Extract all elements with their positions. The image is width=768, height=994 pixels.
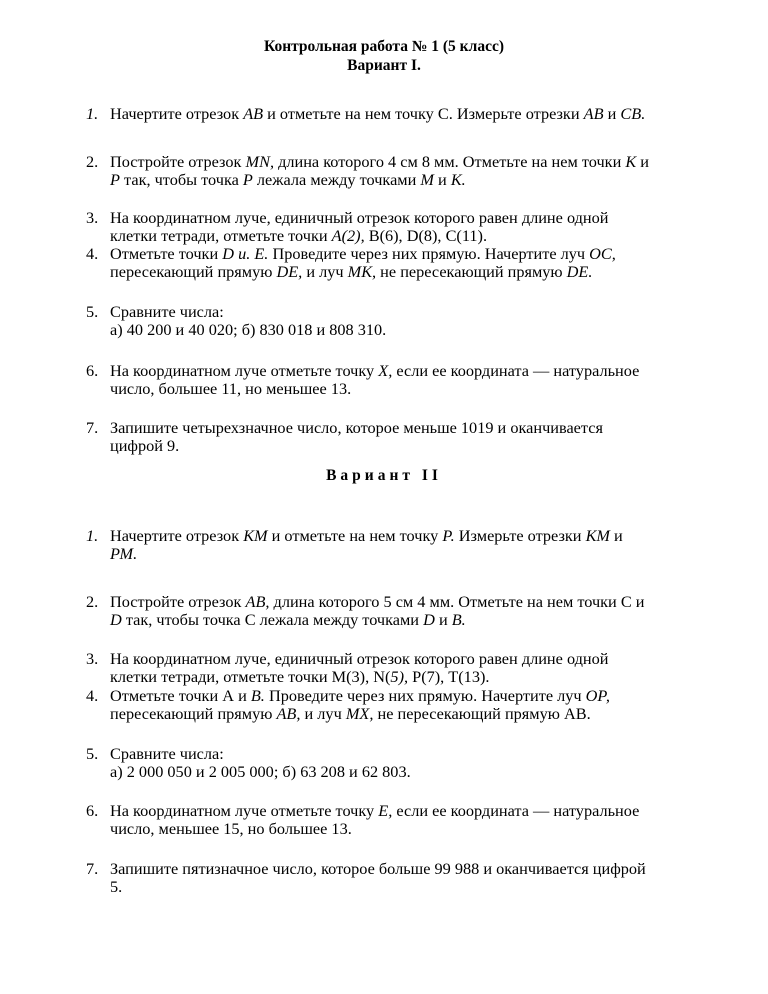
task-item [86, 593, 726, 629]
task-text-line [110, 687, 726, 705]
text-segment: МК, [347, 262, 377, 281]
task-number: 2. [86, 592, 99, 611]
task-text-line [110, 105, 726, 123]
text-segment: если ее координата — натуральное [392, 361, 640, 380]
text-segment: пересекающий прямую [110, 704, 277, 723]
text-segment: а) 2 000 050 и 2 005 000; б) 63 208 и 62 803. [110, 762, 411, 781]
text-segment: число, большее 11, но меньшее 13. [110, 379, 352, 398]
text-segment: ОР, [585, 686, 610, 705]
text-segment: и [603, 104, 621, 123]
text-segment: Р [110, 170, 120, 189]
text-segment: М [420, 170, 434, 189]
task-item [86, 153, 726, 189]
text-segment: К [625, 152, 637, 171]
task-item [86, 245, 726, 281]
text-segment: Е, [378, 801, 393, 820]
text-segment: СВ. [620, 104, 646, 123]
task-text-line [110, 668, 726, 686]
text-segment: если ее координата — натуральное [392, 801, 640, 820]
text-segment: а) 40 200 и 40 020; б) 830 018 и 808 310. [110, 320, 387, 339]
text-segment: и луч [302, 262, 348, 281]
task-text-line [110, 820, 726, 838]
task-text-line [110, 227, 726, 245]
text-segment: и отметьте на нем точку [267, 526, 443, 545]
text-segment: К. [450, 170, 466, 189]
text-segment: DE. [566, 262, 593, 281]
text-segment: Сравните числа: [110, 744, 224, 763]
text-segment: длина которого 4 см 8 мм. Отметьте на нем точки [274, 152, 626, 171]
text-segment: так, чтобы точка [119, 170, 243, 189]
task-item [86, 105, 726, 123]
task-text-line [110, 878, 726, 896]
task-number: 3. [86, 208, 99, 227]
task-item [86, 303, 726, 339]
text-segment: и [434, 610, 452, 629]
text-segment: X, [378, 361, 393, 380]
task-text-line [110, 153, 726, 171]
text-segment: В. [250, 686, 265, 705]
text-segment: Сравните числа: [110, 302, 224, 321]
text-segment: Измерьте отрезки [454, 526, 586, 545]
text-segment: клетки тетради, отметьте точки [110, 226, 332, 245]
text-segment: КМ [243, 526, 268, 545]
task-text-line [110, 802, 726, 820]
text-segment: Р [242, 170, 253, 189]
task-item [86, 745, 726, 781]
text-segment: MN, [245, 152, 275, 171]
task-item [86, 527, 726, 563]
task-number: 4. [86, 686, 99, 705]
text-segment: лежала между точками [252, 170, 421, 189]
task-number: 3. [86, 649, 99, 668]
text-segment: длина которого 5 см 4 мм. Отметьте на нем точки С и [269, 592, 645, 611]
text-segment: так, чтобы точка С лежала между точками [121, 610, 424, 629]
text-segment: КМ [585, 526, 610, 545]
task-number: 2. [86, 152, 99, 171]
text-segment: ОС, [589, 244, 616, 263]
page-title: Контрольная работа № 1 (5 класс) [263, 38, 504, 55]
task-text-line [110, 763, 726, 781]
text-segment: Начертите отрезок [110, 104, 244, 123]
task-text-line [110, 263, 726, 281]
text-segment: 5. [110, 877, 123, 896]
text-segment: B(6), D(8), C(11). [364, 226, 488, 245]
text-segment: На координатном луче, единичный отрезок которого равен длине одной [110, 649, 609, 668]
text-segment: В. [451, 610, 466, 629]
task-number: 4. [86, 244, 99, 263]
task-text-line [110, 321, 726, 339]
text-segment: РМ. [110, 544, 138, 563]
task-text-line [110, 527, 726, 545]
text-segment: Проведите через них прямую. Начертите луч [264, 686, 586, 705]
variant-2-title: Вариант II [326, 467, 442, 484]
task-number: 6. [86, 361, 99, 380]
task-item [86, 419, 726, 455]
text-segment: и отметьте на нем точку С. Измерьте отрезки [263, 104, 584, 123]
variant-1-title: Вариант I. [347, 57, 421, 74]
task-item [86, 362, 726, 398]
text-segment: AB [243, 104, 264, 123]
task-text-line [110, 419, 726, 437]
task-text-line [110, 171, 726, 189]
text-segment: не пересекающий прямую [376, 262, 567, 281]
text-segment: Постройте отрезок [110, 152, 246, 171]
task-text-line [110, 437, 726, 455]
task-number: 7. [86, 418, 99, 437]
text-segment: На координатном луче отметьте точку [110, 361, 379, 380]
task-text-line [110, 380, 726, 398]
text-segment: Постройте отрезок [110, 592, 246, 611]
task-text-line [110, 362, 726, 380]
text-segment: Проведите через них прямую. Начертите луч [268, 244, 590, 263]
text-segment: D и. Е. [222, 244, 269, 263]
task-text-line [110, 650, 726, 668]
text-segment: D [110, 610, 122, 629]
text-segment: не пересекающий прямую АВ. [373, 704, 591, 723]
task-item [86, 650, 726, 686]
task-text-line [110, 705, 726, 723]
text-segment: Отметьте точки [110, 244, 223, 263]
text-segment: Р. [442, 526, 455, 545]
text-segment: DE, [276, 262, 303, 281]
text-segment: Отметьте точки А и [110, 686, 251, 705]
text-segment: пересекающий прямую [110, 262, 277, 281]
text-segment: АВ, [245, 592, 270, 611]
text-segment: клетки тетради, отметьте точки M(3), N( [110, 667, 391, 686]
text-segment: цифрой 9. [110, 436, 180, 455]
text-segment: Начертите отрезок [110, 526, 244, 545]
text-segment: и луч [300, 704, 346, 723]
text-segment: 5), [390, 667, 409, 686]
text-segment: Запишите пятизначное число, которое больше 99 988 и оканчивается цифрой [110, 859, 646, 878]
text-segment: Р(7), Т(13). [408, 667, 490, 686]
task-text-line [110, 593, 726, 611]
text-segment: На координатном луче, единичный отрезок которого равен длине одной [110, 208, 609, 227]
text-segment: На координатном луче отметьте точку [110, 801, 379, 820]
task-number: 6. [86, 801, 99, 820]
task-text-line [110, 209, 726, 227]
task-item [86, 860, 726, 896]
task-number: 1. [86, 104, 99, 123]
text-segment: D [423, 610, 435, 629]
task-text-line [110, 303, 726, 321]
text-segment: и [433, 170, 451, 189]
text-segment: и [609, 526, 623, 545]
task-text-line [110, 860, 726, 878]
task-text-line [110, 611, 726, 629]
text-segment: Запишите четырехзначное число, которое меньше 1019 и оканчивается [110, 418, 603, 437]
text-segment: число, меньшее 15, но большее 13. [110, 819, 352, 838]
task-number: 5. [86, 302, 99, 321]
text-segment: АВ, [276, 704, 301, 723]
text-segment: АВ [583, 104, 604, 123]
task-item [86, 687, 726, 723]
task-item [86, 209, 726, 245]
task-text-line [110, 545, 726, 563]
text-segment: А(2), [331, 226, 365, 245]
task-number: 1. [86, 526, 99, 545]
task-number: 7. [86, 859, 99, 878]
task-text-line [110, 245, 726, 263]
task-text-line [110, 745, 726, 763]
task-item [86, 802, 726, 838]
text-segment: МХ, [345, 704, 374, 723]
task-number: 5. [86, 744, 99, 763]
text-segment: и [636, 152, 649, 171]
